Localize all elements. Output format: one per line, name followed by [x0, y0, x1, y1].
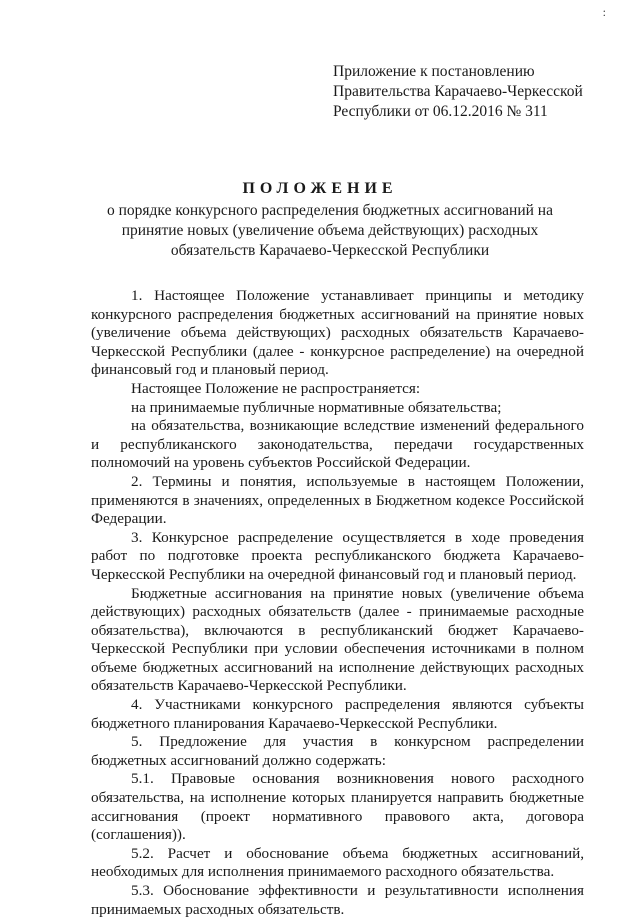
paragraph-budget-allocations: Бюджетные ассигнования на принятие новых (увеличение объема действующих) расходных обязательств (далее - принимаемые расходные обязательства), включаются в республиканский бюджет Карачаево-Черкесской Республики при условии обеспечения источниками в полном объеме бюджетных ассигнований на исполнение действующих расходных обязательств Карачаево-Черкесской Республики. — [91, 584, 584, 695]
paragraph-5-2: 5.2. Расчет и обоснование объема бюджетных ассигнований, необходимых для исполнения принимаемого расходного обязательства. — [91, 844, 584, 881]
paragraph-not-applies: Настоящее Положение не распространяется: — [131, 379, 421, 397]
appendix-line: Приложение к постановлению — [333, 63, 535, 80]
subtitle-line: обязательств Карачаево-Черкесской Республики — [170, 242, 490, 259]
paragraph-4: 4. Участниками конкурсного распределения являются субъекты бюджетного планирования Карачаево-Черкесской Республики. — [91, 696, 584, 732]
paragraph-5: 5. Предложение для участия в конкурсном распределении бюджетных ассигнований должно содержать: — [91, 733, 584, 769]
paragraph-1: 1. Настоящее Положение устанавливает принципы и методику конкурсного распределения бюджетных ассигнований на принятие новых (увеличение объема действующих) расходных обязательств Карачаево-Черкесской Республики (далее - конкурсное распределение) на очередной финансовый год и плановый период. — [91, 287, 584, 379]
paragraph-3: 3. Конкурсное распределение осуществляется в ходе проведения работ по подготовке проекта республиканского бюджета Карачаево-Черкесской Республики на очередной финансовый год и плановый период. — [91, 528, 584, 583]
appendix-line: Правительства Карачаево-Черкесской — [333, 83, 583, 100]
corner-mark: : — [602, 5, 606, 19]
document-title: ПОЛОЖЕНИЕ — [242, 180, 398, 197]
document-body — [91, 287, 584, 919]
paragraph-legislation-changes: на обязательства, возникающие вследствие изменений федерального и республиканского законодательства, передачи государственных полномочий на уровень субъектов Российской Федерации. — [91, 417, 584, 472]
paragraph-public-obligations: на принимаемые публичные нормативные обязательства; — [131, 398, 502, 416]
paragraph-5-1: 5.1. Правовые основания возникновения нового расходного обязательства, на исполнение которых планируется направить бюджетные ассигнования (проект нормативного правового акта, договора (соглашения)). — [91, 770, 584, 844]
document-subtitle — [90, 201, 570, 261]
paragraph-2: 2. Термины и понятия, используемые в настоящем Положении, применяются в значениях, определенных в Бюджетном кодексе Российской Федерации. — [91, 472, 584, 528]
paragraph-5-3: 5.3. Обоснование эффективности и результативности исполнения принимаемых расходных обязательств. — [91, 882, 584, 918]
subtitle-line: о порядке конкурсного распределения бюджетных ассигнований на — [107, 202, 553, 219]
appendix-header — [333, 62, 623, 122]
subtitle-line: принятие новых (увеличение объема действующих) расходных — [121, 222, 539, 239]
appendix-line: Республики от 06.12.2016 № 311 — [333, 103, 548, 120]
